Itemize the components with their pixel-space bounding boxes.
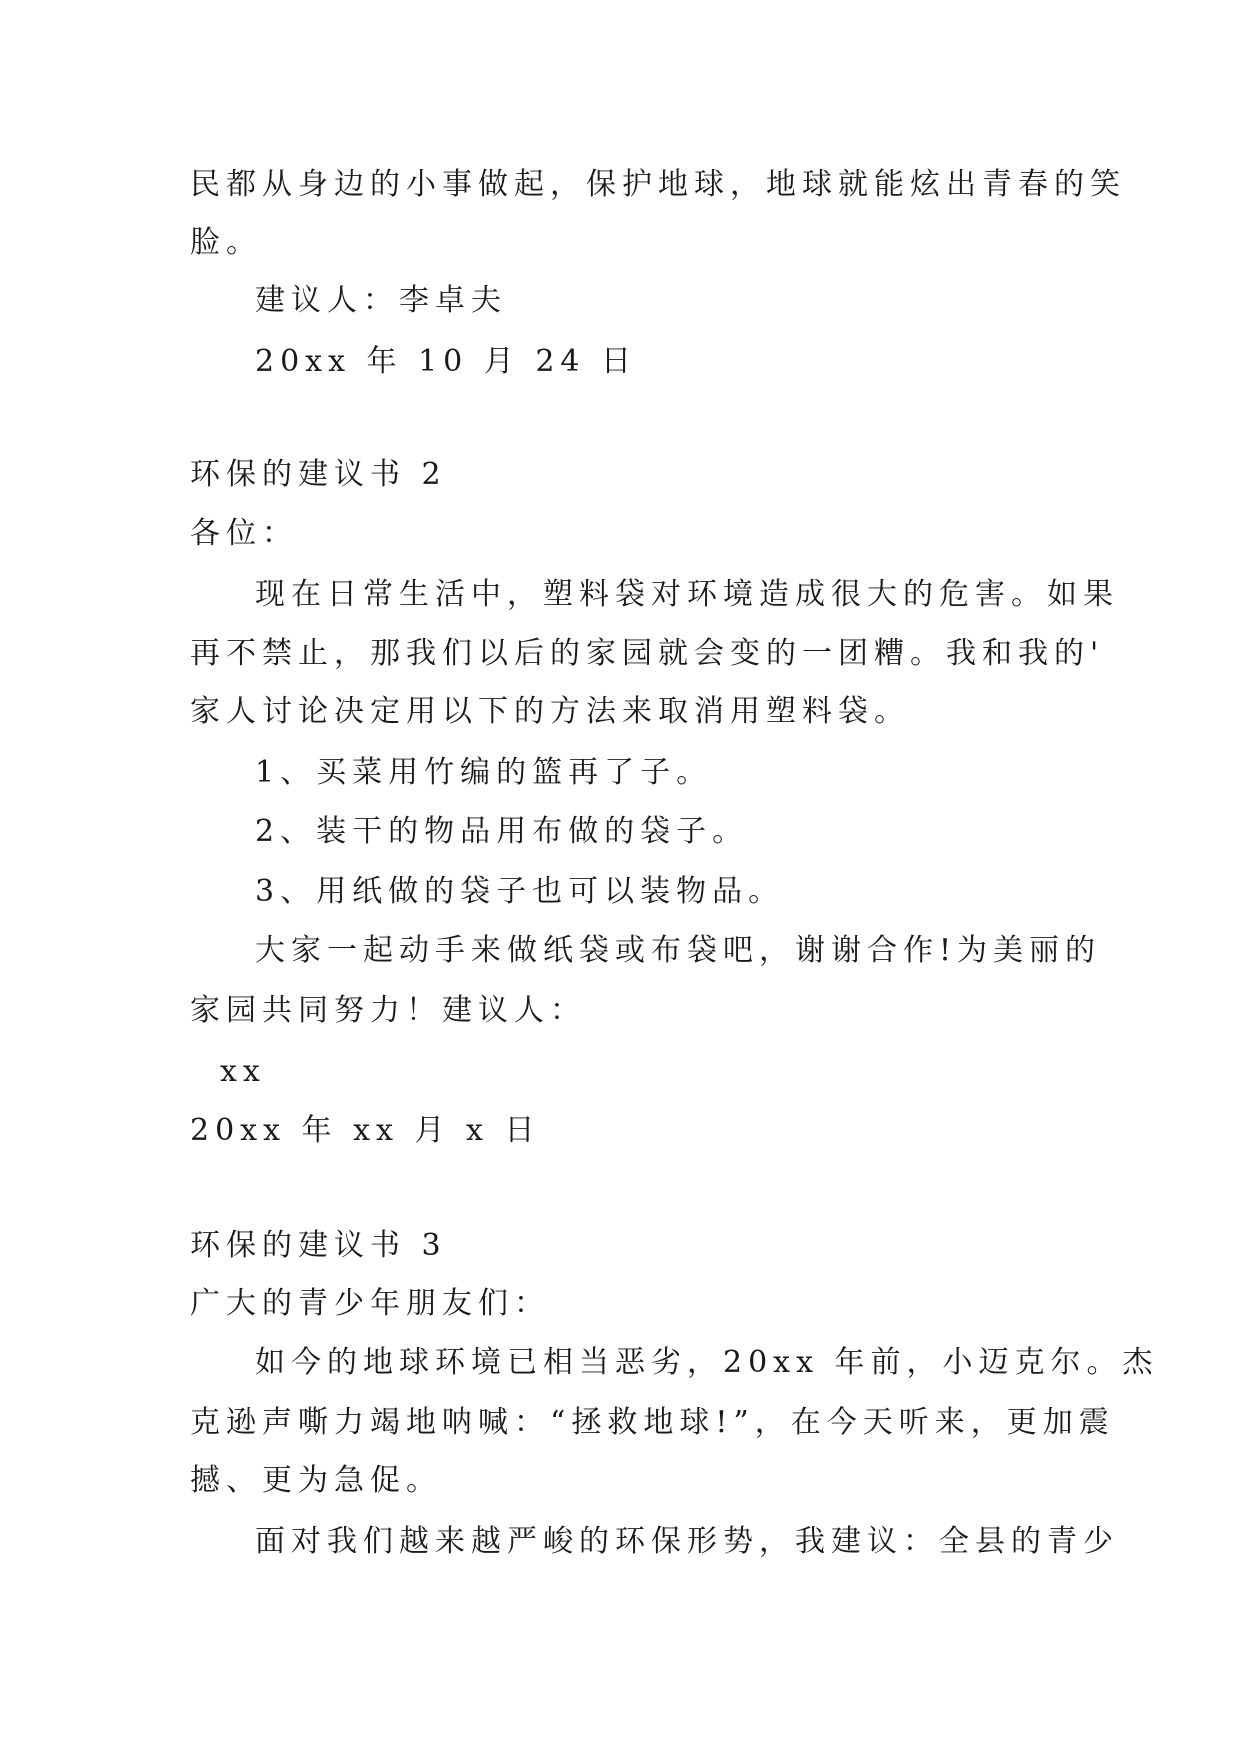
section-title: 环保的建议书 3 bbox=[190, 1228, 447, 1263]
body-text-line: 家园共同努力！建议人： bbox=[190, 993, 586, 1028]
date-line: 20xx 年 10 月 24 日 bbox=[255, 344, 638, 379]
body-text-line: 再不禁止，那我们以后的家园就会变的一团糟。我和我的' bbox=[190, 636, 1105, 671]
section-title: 环保的建议书 2 bbox=[190, 457, 447, 492]
body-text-line: 现在日常生活中，塑料袋对环境造成很大的危害。如果 bbox=[255, 577, 1119, 612]
body-text-line: 如今的地球环境已相当恶劣，20xx 年前，小迈克尔。杰 bbox=[255, 1345, 1159, 1380]
body-text-line: 家人讨论决定用以下的方法来取消用塑料袋。 bbox=[190, 694, 910, 729]
list-item: 2、装干的物品用布做的袋子。 bbox=[255, 814, 749, 849]
body-text-line: 面对我们越来越严峻的环保形势，我建议：全县的青少 bbox=[255, 1524, 1119, 1559]
greeting: 各位： bbox=[190, 516, 298, 551]
list-item: 1、买菜用竹编的篮再了子。 bbox=[255, 755, 713, 790]
body-text-line: 民都从身边的小事做起，保护地球，地球就能炫出青春的笑 bbox=[190, 167, 1126, 202]
body-text-line: 克逊声嘶力竭地呐喊：“拯救地球!”，在今天听来，更加震 bbox=[190, 1405, 1115, 1440]
signer-line: xx bbox=[220, 1054, 266, 1089]
signer-line: 建议人：李卓夫 bbox=[255, 283, 507, 318]
list-item: 3、用纸做的袋子也可以装物品。 bbox=[255, 874, 785, 909]
body-text-line: 撼、更为急促。 bbox=[190, 1463, 442, 1498]
body-text-line: 脸。 bbox=[190, 225, 262, 260]
date-line: 20xx 年 xx 月 x 日 bbox=[190, 1113, 541, 1148]
body-text-line: 大家一起动手来做纸袋或布袋吧，谢谢合作!为美丽的 bbox=[255, 933, 1102, 968]
greeting: 广大的青少年朋友们： bbox=[190, 1286, 550, 1321]
